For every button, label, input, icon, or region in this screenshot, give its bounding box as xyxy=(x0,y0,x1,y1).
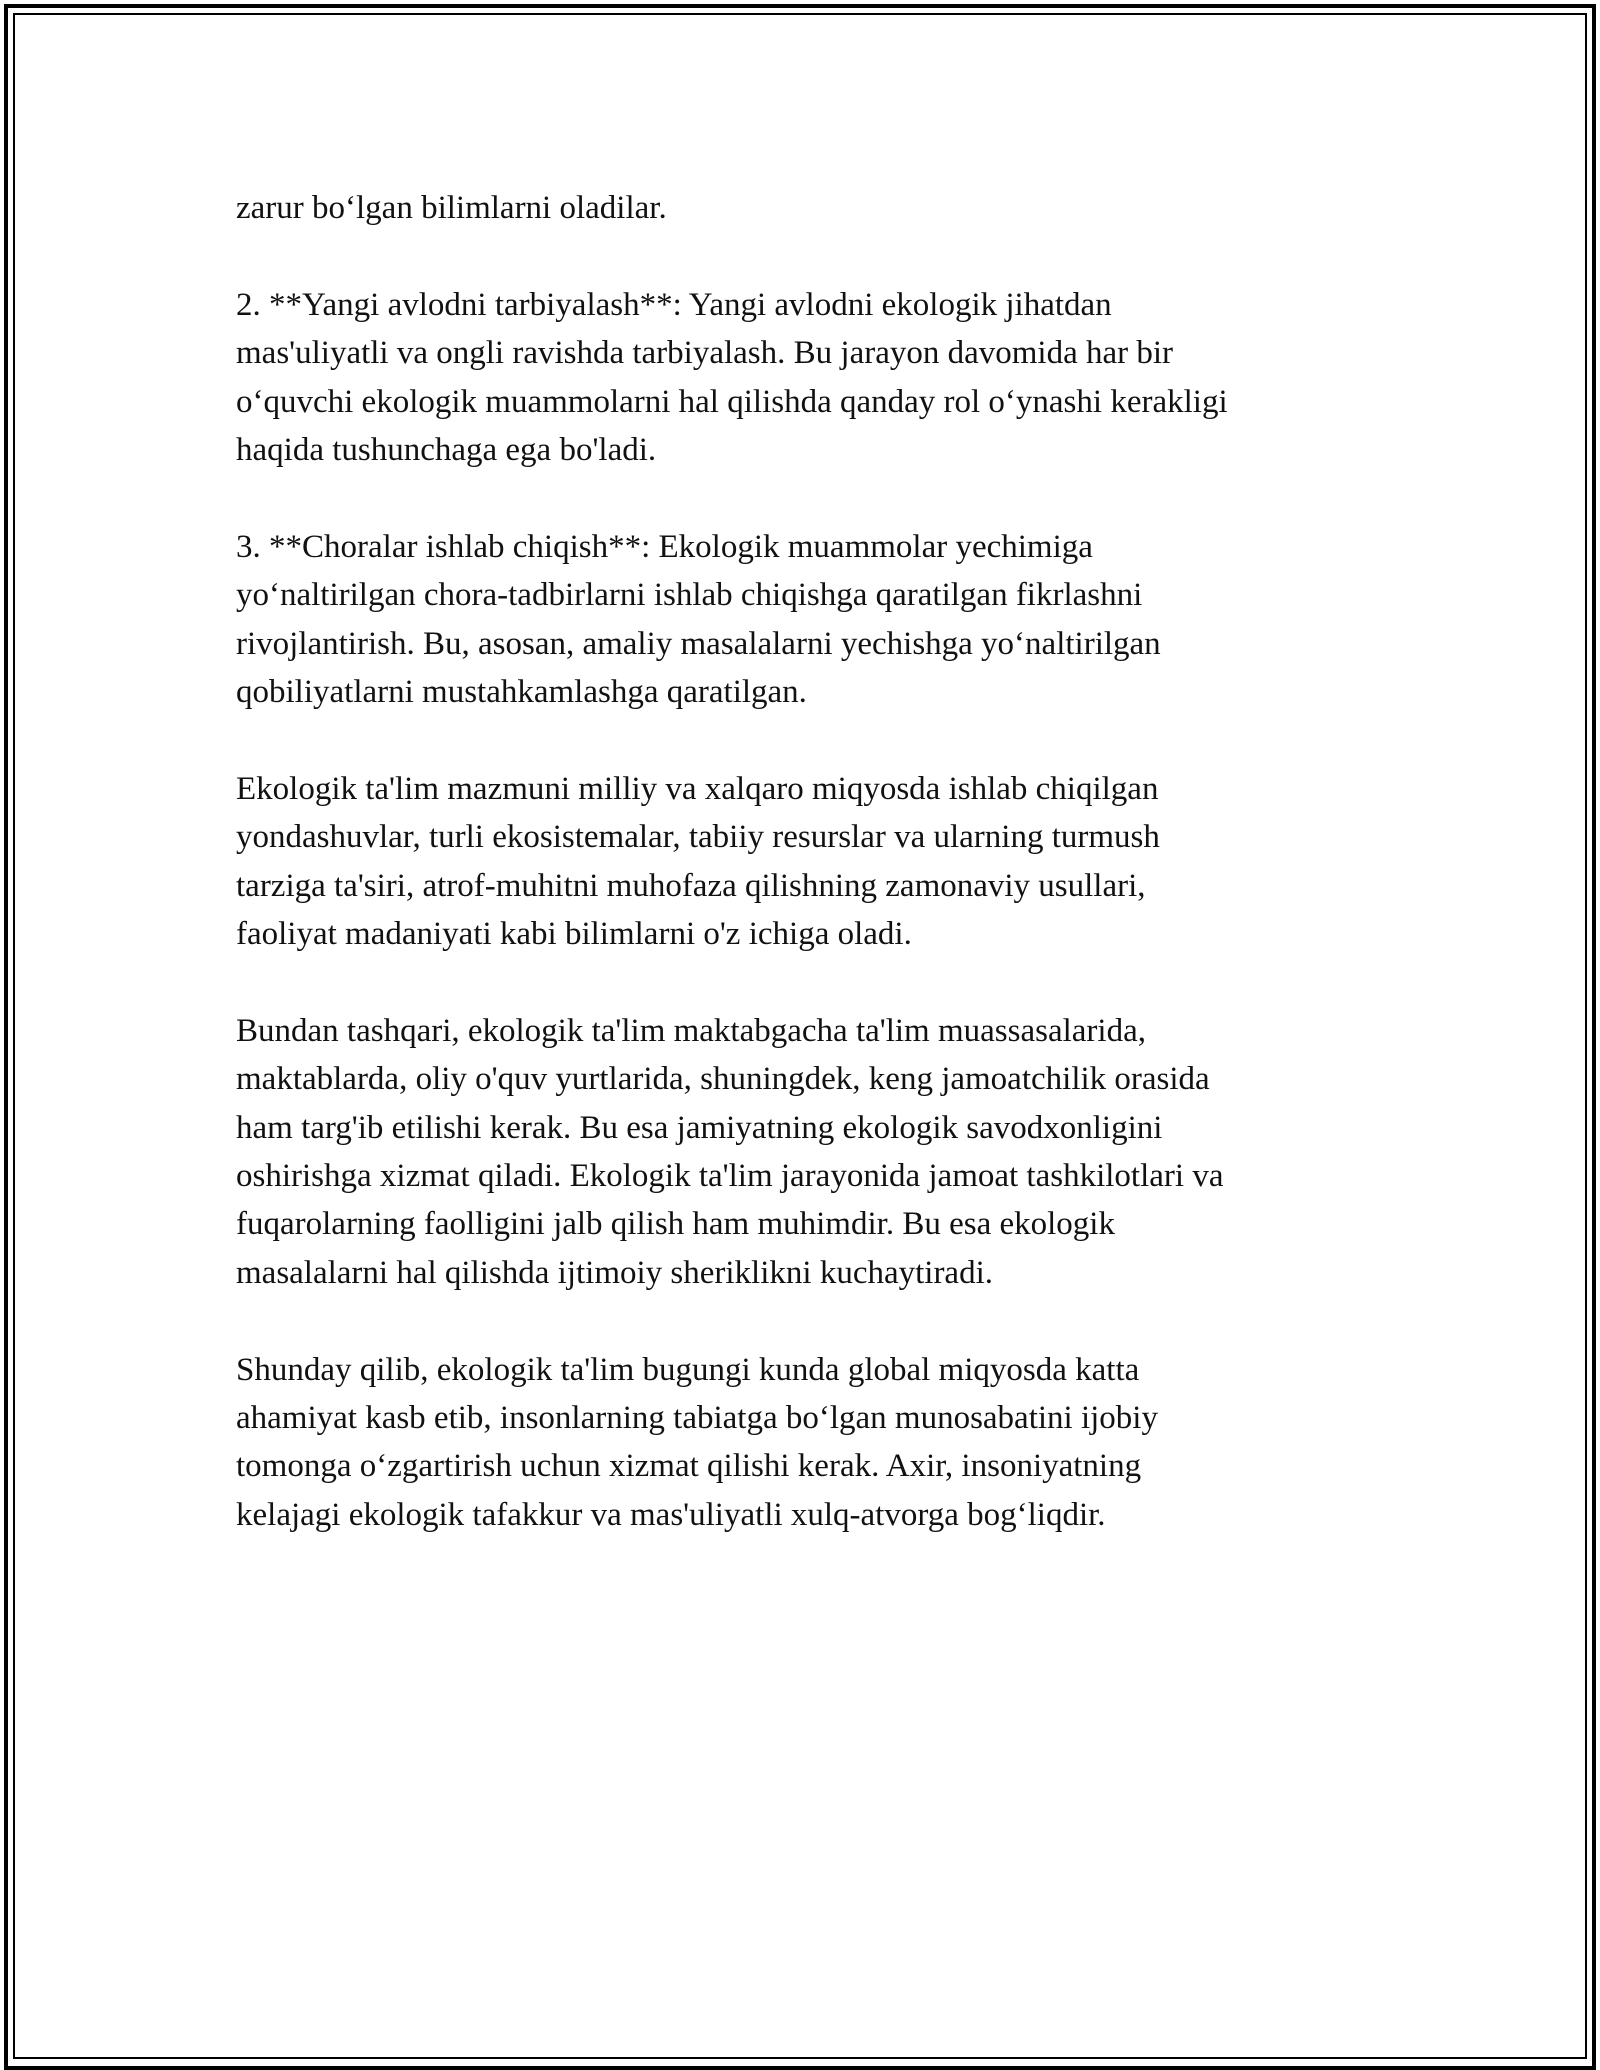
paragraph-intro-continuation xyxy=(236,184,1376,232)
paragraph-conclusion xyxy=(236,1346,1376,1540)
text-line: zarur bo‘lgan bilimlarni oladilar. xyxy=(236,190,667,226)
paragraph-item-3 xyxy=(236,523,1376,717)
text-line: qobiliyatlarni mustahkamlashga qaratilgan. xyxy=(236,674,807,711)
text-line: yo‘naltirilgan chora-tadbirlarni ishlab chiqishga qaratilgan fikrlashni xyxy=(236,577,1143,614)
text-line: kelajagi ekologik tafakkur va mas'uliyatli xulq-atvorga bog‘liqdir. xyxy=(236,1496,1106,1533)
text-line: yondashuvlar, turli ekosistemalar, tabiiy resurslar va ularning turmush xyxy=(236,819,1160,856)
text-line: fuqarolarning faolligini jalb qilish ham muhimdir. Bu esa ekologik xyxy=(236,1206,1115,1243)
text-line: Bundan tashqari, ekologik ta'lim maktabgacha ta'lim muassasalarida, xyxy=(236,1012,1146,1049)
paragraph-item-2 xyxy=(236,281,1376,475)
text-line: 3. **Choralar ishlab chiqish**: Ekologik muammolar yechimiga xyxy=(236,528,1093,565)
text-line: o‘quvchi ekologik muammolarni hal qilishda qanday rol o‘ynashi kerakligi xyxy=(236,383,1228,420)
text-line: ham targ'ib etilishi kerak. Bu esa jamiyatning ekologik savodxonligini xyxy=(236,1109,1163,1146)
text-line: Shunday qilib, ekologik ta'lim bugungi kunda global miqyosda katta xyxy=(236,1351,1140,1388)
paragraph-content xyxy=(236,765,1376,959)
text-line: mas'uliyatli va ongli ravishda tarbiyalash. Bu jarayon davomida har bir xyxy=(236,335,1174,372)
text-line: tomonga o‘zgartirish uchun xizmat qilishi kerak. Axir, insoniyatning xyxy=(236,1448,1142,1485)
text-line: 2. **Yangi avlodni tarbiyalash**: Yangi avlodni ekologik jihatdan xyxy=(236,286,1112,323)
paragraph-institutions xyxy=(236,1007,1376,1297)
text-line: haqida tushunchaga ega bo'ladi. xyxy=(236,432,657,469)
text-line: oshirishga xizmat qiladi. Ekologik ta'lim jarayonida jamoat tashkilotlari va xyxy=(236,1158,1224,1195)
text-line: ahamiyat kasb etib, insonlarning tabiatga bo‘lgan munosabatini ijobiy xyxy=(236,1400,1158,1437)
text-line: maktablarda, oliy o'quv yurtlarida, shuningdek, keng jamoatchilik orasida xyxy=(236,1061,1210,1098)
text-line: masalalarni hal qilishda ijtimoiy sheriklikni kuchaytiradi. xyxy=(236,1254,994,1291)
text-line: tarziga ta'siri, atrof-muhitni muhofaza qilishning zamonaviy usullari, xyxy=(236,867,1146,904)
document-body xyxy=(236,184,1376,1588)
text-line: Ekologik ta'lim mazmuni milliy va xalqaro miqyosda ishlab chiqilgan xyxy=(236,770,1159,807)
text-line: faoliyat madaniyati kabi bilimlarni o'z ichiga oladi. xyxy=(236,916,912,953)
text-line: rivojlantirish. Bu, asosan, amaliy masalalarni yechishga yo‘naltirilgan xyxy=(236,625,1161,662)
